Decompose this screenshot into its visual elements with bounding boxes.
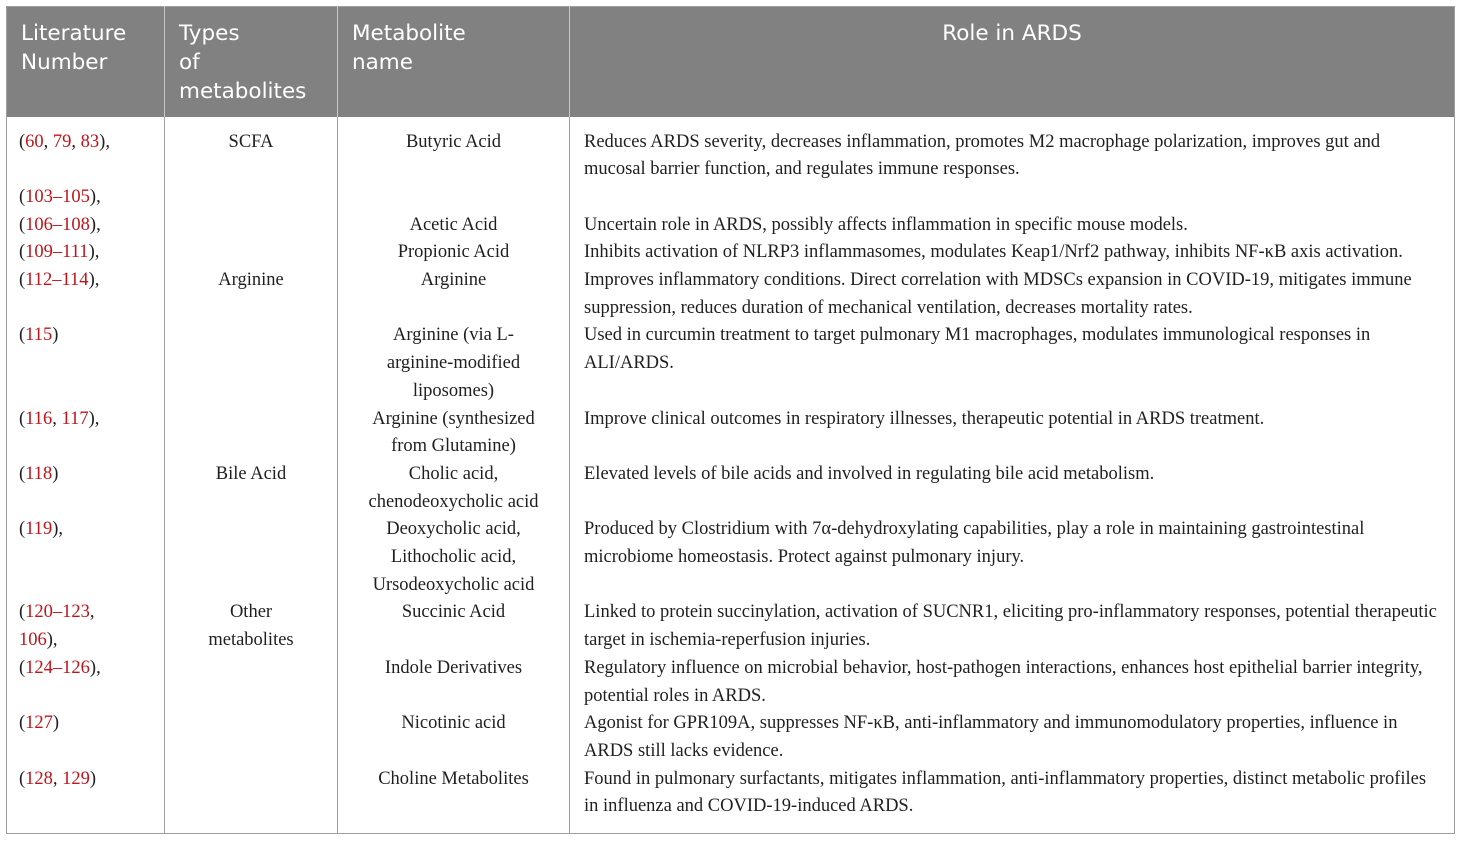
header-types-of-metabolites [165, 7, 338, 117]
metabolite-type-cell: Arginine [165, 267, 338, 322]
literature-number-cell [7, 184, 165, 212]
reference-link[interactable]: 127 [25, 713, 53, 734]
reference-link[interactable]: 115 [25, 325, 53, 346]
reference-punctuation: ( [19, 602, 26, 623]
metabolite-type-cell [165, 184, 338, 212]
metabolite-name-cell: Arginine [338, 267, 570, 322]
reference-punctuation: ), [52, 519, 64, 540]
reference-punctuation: ), [88, 270, 100, 291]
table-row [7, 212, 1455, 240]
table-row [7, 766, 1455, 834]
literature-number-cell [7, 239, 165, 267]
metabolite-name-cell: Propionic Acid [338, 239, 570, 267]
reference-punctuation: ), [88, 408, 100, 429]
metabolite-type-cell [165, 239, 338, 267]
reference-punctuation: ( [19, 463, 26, 484]
reference-link[interactable]: 119 [25, 519, 53, 540]
literature-number-cell [7, 599, 165, 654]
literature-number-cell [7, 406, 165, 461]
reference-punctuation: ( [19, 768, 26, 789]
metabolite-name-cell [338, 184, 570, 212]
metabolite-name-cell: Choline Metabolites [338, 766, 570, 834]
reference-punctuation: ) [52, 325, 59, 346]
role-in-ards-cell: Reduces ARDS severity, decreases inflammation, promotes M2 macrophage polarization, improves gut and mucosal barrier function, and regulates immune responses. [584, 131, 1381, 180]
metabolite-type-cell: Bile Acid [165, 461, 338, 516]
role-in-ards-cell: Improves inflammatory conditions. Direct correlation with MDSCs expansion in COVID-19, mitigates immune suppression, reduces duration of mechanical ventilation, decreases mortality rates. [584, 270, 1412, 318]
literature-number-cell [7, 117, 165, 184]
role-in-ards-cell: Uncertain role in ARDS, possibly affects inflammation in specific mouse models. [584, 214, 1188, 235]
reference-punctuation: ) [52, 463, 59, 484]
table-row [7, 406, 1455, 461]
metabolite-name-cell: Butyric Acid [338, 117, 570, 184]
table-row [7, 655, 1455, 710]
metabolite-type-cell: SCFA [165, 117, 338, 184]
metabolite-name-cell: Arginine (synthesized from Glutamine) [338, 406, 570, 461]
metabolite-name-cell: Indole Derivatives [338, 655, 570, 710]
reference-punctuation: ( [19, 325, 26, 346]
metabolite-type-cell [165, 710, 338, 765]
metabolite-type-cell [165, 406, 338, 461]
reference-link[interactable]: 79 [52, 131, 72, 152]
header-row [7, 7, 1455, 117]
metabolite-name-cell: Nicotinic acid [338, 710, 570, 765]
literature-number-cell [7, 322, 165, 405]
header-label: Types of metabolites [179, 21, 307, 104]
reference-link[interactable]: 129 [62, 768, 90, 789]
reference-punctuation: ) [89, 768, 97, 789]
reference-punctuation: ( [19, 270, 26, 291]
role-in-ards-cell [570, 184, 1455, 212]
role-in-ards-cell: Elevated levels of bile acids and involved in regulating bile acid metabolism. [584, 463, 1155, 484]
reference-punctuation: , [71, 131, 81, 152]
reference-link[interactable]: 109–111 [25, 242, 89, 263]
reference-link[interactable]: 106–108 [25, 214, 90, 235]
reference-link[interactable]: 60 [25, 131, 44, 152]
header-label: Role in ARDS [942, 21, 1082, 46]
reference-punctuation: , [52, 408, 62, 429]
reference-punctuation: , [43, 131, 53, 152]
reference-punctuation: ), [88, 242, 100, 263]
role-in-ards-cell: Agonist for GPR109A, suppresses NF-κB, anti-inflammatory and immunomodulatory properties, influence in ARDS still lacks evidence. [584, 713, 1398, 761]
reference-link[interactable]: 112–114 [25, 270, 89, 291]
table-row [7, 516, 1455, 599]
table-row [7, 461, 1455, 516]
role-in-ards-cell: Produced by Clostridium with 7α-dehydroxylating capabilities, play a role in maintaining gastrointestinal microbiome homeostasis. Protect against pulmonary injury. [584, 519, 1365, 568]
table-row [7, 599, 1455, 654]
reference-punctuation: ( [19, 713, 26, 734]
role-in-ards-cell: Found in pulmonary surfactants, mitigates inflammation, anti-inflammatory properties, distinct metabolic profiles in influenza and COVID-19-induced ARDS. [584, 768, 1427, 817]
metabolite-type-cell: Other metabolites [165, 599, 338, 654]
reference-punctuation: ), [89, 657, 101, 678]
metabolites-table [6, 6, 1455, 834]
reference-punctuation: ( [19, 214, 26, 235]
metabolite-type-cell [165, 766, 338, 834]
literature-number-cell [7, 655, 165, 710]
metabolite-name-cell: Acetic Acid [338, 212, 570, 240]
literature-number-cell [7, 267, 165, 322]
table-body [7, 117, 1455, 834]
reference-punctuation: ( [19, 131, 26, 152]
literature-number-cell [7, 212, 165, 240]
role-in-ards-cell: Linked to protein succinylation, activation of SUCNR1, eliciting pro-inflammatory responses, potential therapeutic target in ischemia-reperfusion injuries. [584, 602, 1437, 651]
reference-link[interactable]: 120–123 [25, 602, 90, 623]
metabolite-name-cell: Deoxycholic acid, Lithocholic acid, Ursodeoxycholic acid [338, 516, 570, 599]
metabolites-table-container [6, 6, 1458, 832]
reference-link[interactable]: 106 [19, 630, 47, 651]
reference-punctuation: ), [99, 131, 110, 152]
reference-punctuation: ), [89, 186, 101, 207]
table-row [7, 117, 1455, 184]
metabolite-name-cell: Succinic Acid [338, 599, 570, 654]
metabolite-type-cell [165, 322, 338, 405]
literature-number-cell [7, 710, 165, 765]
role-in-ards-cell: Improve clinical outcomes in respiratory illnesses, therapeutic potential in ARDS treatment. [584, 408, 1265, 429]
reference-punctuation: ( [19, 519, 26, 540]
metabolite-type-cell [165, 516, 338, 599]
literature-number-cell [7, 516, 165, 599]
reference-link[interactable]: 117 [61, 408, 89, 429]
reference-link[interactable]: 124–126 [25, 657, 90, 678]
metabolite-type-cell [165, 655, 338, 710]
role-in-ards-cell: Regulatory influence on microbial behavior, host-pathogen interactions, enhances host epithelial barrier integrity, potential roles in ARDS. [584, 657, 1423, 706]
literature-number-cell [7, 766, 165, 834]
reference-punctuation: ( [19, 657, 26, 678]
metabolite-name-cell: Arginine (via L- arginine-modified liposomes) [338, 322, 570, 405]
reference-punctuation: ( [19, 242, 26, 263]
reference-punctuation: ( [19, 186, 26, 207]
role-in-ards-cell: Inhibits activation of NLRP3 inflammasomes, modulates Keap1/Nrf2 pathway, inhibits NF-κB axis activation. [584, 242, 1403, 263]
table-row [7, 184, 1455, 212]
reference-punctuation: ), [46, 630, 58, 651]
table-header [7, 7, 1455, 117]
reference-link[interactable]: 83 [80, 131, 100, 152]
reference-punctuation: , [52, 768, 63, 789]
table-row [7, 239, 1455, 267]
table-row [7, 322, 1455, 405]
reference-punctuation: ) [52, 713, 60, 734]
header-label: Literature Number [21, 21, 127, 75]
table-row [7, 267, 1455, 322]
reference-punctuation: ( [19, 408, 26, 429]
role-in-ards-cell: Used in curcumin treatment to target pulmonary M1 macrophages, modulates immunological responses in ALI/ARDS. [584, 325, 1371, 374]
reference-link[interactable]: 118 [25, 463, 53, 484]
table-row [7, 710, 1455, 765]
header-role-in-ards [570, 7, 1455, 117]
header-literature-number [7, 7, 165, 117]
metabolite-name-cell: Cholic acid, chenodeoxycholic acid [338, 461, 570, 516]
header-label: Metabolite name [352, 21, 466, 75]
metabolite-type-cell [165, 212, 338, 240]
reference-link[interactable]: 103–105 [25, 186, 90, 207]
reference-link[interactable]: 128 [25, 768, 53, 789]
reference-link[interactable]: 116 [25, 408, 53, 429]
reference-punctuation: , [89, 602, 95, 623]
reference-punctuation: ), [89, 214, 101, 235]
literature-number-cell [7, 461, 165, 516]
header-metabolite-name [338, 7, 570, 117]
